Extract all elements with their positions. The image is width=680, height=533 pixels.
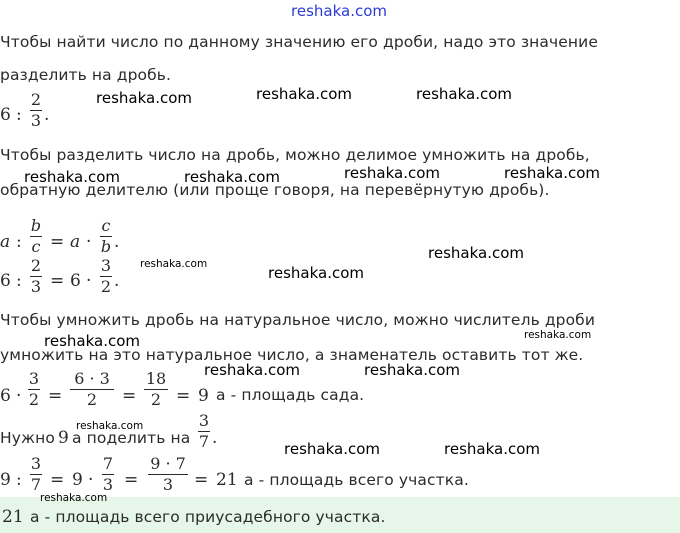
text-divide-by: а поделить на <box>72 429 191 447</box>
watermark: reshaka.com <box>364 361 460 379</box>
watermark: reshaka.com <box>24 168 120 186</box>
watermark: reshaka.com <box>444 440 540 458</box>
fraction-3-2: 3 2 <box>100 256 112 296</box>
math-eq-3: = <box>48 386 63 406</box>
math-nine: 9 <box>198 386 209 406</box>
fraction-18-2: 18 2 <box>145 369 167 409</box>
fraction-2-3-b: 2 3 <box>30 256 42 296</box>
fraction-b-c: b c <box>30 216 42 256</box>
fraction-2-3: 2 3 <box>30 90 42 130</box>
watermark: reshaka.com <box>416 85 512 103</box>
math-a-2: a <box>70 232 81 252</box>
answer-text: а - площадь всего приусадебного участка. <box>30 508 386 526</box>
fraction-3-2-b: 3 2 <box>28 369 40 409</box>
math-eq-8: = <box>194 470 209 490</box>
watermark: reshaka.com <box>344 164 440 182</box>
text-line-5: Чтобы умножить дробь на натуральное число, можно числитель дроби <box>0 311 596 329</box>
math-nine-2: 9 <box>58 428 69 448</box>
math-colon-3: : <box>16 271 22 291</box>
watermark: reshaka.com <box>40 492 108 504</box>
fraction-9x7-3: 9 · 7 3 <box>148 456 188 493</box>
watermark: reshaka.com <box>268 264 364 282</box>
answer-number: 21 <box>2 507 24 527</box>
math-nine-3: 9 <box>0 470 11 490</box>
math-eq-4: = <box>122 386 137 406</box>
text-line-1: Чтобы найти число по данному значению его дроби, надо это значение <box>0 33 598 51</box>
math-times: · <box>86 232 92 252</box>
watermark: reshaka.com <box>284 440 380 458</box>
watermark-top: reshaka.com <box>291 2 387 20</box>
math-six-4: 6 <box>0 386 11 406</box>
math-eq-5: = <box>176 386 191 406</box>
math-eq: = <box>50 232 65 252</box>
watermark: reshaka.com <box>140 258 208 270</box>
watermark: reshaka.com <box>96 89 192 107</box>
math-six-3: 6 <box>70 271 81 291</box>
text-line-4: обратную делителю (или проще говоря, на перевёрнутую дробь). <box>0 181 550 199</box>
math-a: a <box>0 232 11 252</box>
text-line-6: умножить на это натуральное число, а знаменатель оставить тот же. <box>0 346 584 364</box>
math-eq-2: = <box>50 271 65 291</box>
math-dot: . <box>44 105 50 125</box>
math-nine-4: 9 <box>72 470 83 490</box>
text-need: Нужно <box>0 429 55 447</box>
watermark: reshaka.com <box>256 85 352 103</box>
fraction-7-3: 7 3 <box>102 454 114 494</box>
math-twentyone: 21 <box>216 470 238 490</box>
math-colon-4: : <box>16 470 22 490</box>
watermark: reshaka.com <box>204 361 300 379</box>
watermark: reshaka.com <box>44 332 140 350</box>
math-six-2: 6 <box>0 271 11 291</box>
math-dot-3: . <box>114 271 120 291</box>
math-times-2: · <box>86 271 92 291</box>
text-line-2: разделить на дробь. <box>0 66 172 84</box>
math-dot-2: . <box>114 232 120 252</box>
text-plot-area: а - площадь всего участка. <box>244 471 469 489</box>
math-times-4: · <box>88 470 94 490</box>
math-eq-6: = <box>50 470 65 490</box>
math-colon: : <box>16 105 22 125</box>
math-times-3: · <box>16 386 22 406</box>
fraction-c-b: c b <box>100 216 112 256</box>
text-line-3: Чтобы разделить число на дробь, можно делимое умножить на дробь, <box>0 146 590 164</box>
math-eq-7: = <box>124 470 139 490</box>
watermark: reshaka.com <box>428 244 524 262</box>
watermark: reshaka.com <box>184 168 280 186</box>
math-colon-2: : <box>16 232 22 252</box>
fraction-3-7-b: 3 7 <box>30 454 42 494</box>
text-garden-area: а - площадь сада. <box>216 386 365 404</box>
math-dot-4: . <box>212 428 218 448</box>
watermark: reshaka.com <box>504 164 600 182</box>
watermark: reshaka.com <box>76 420 144 432</box>
math-six: 6 <box>0 105 11 125</box>
fraction-6x3-2: 6 · 3 2 <box>70 371 114 408</box>
watermark: reshaka.com <box>524 329 592 341</box>
fraction-3-7: 3 7 <box>198 411 210 451</box>
